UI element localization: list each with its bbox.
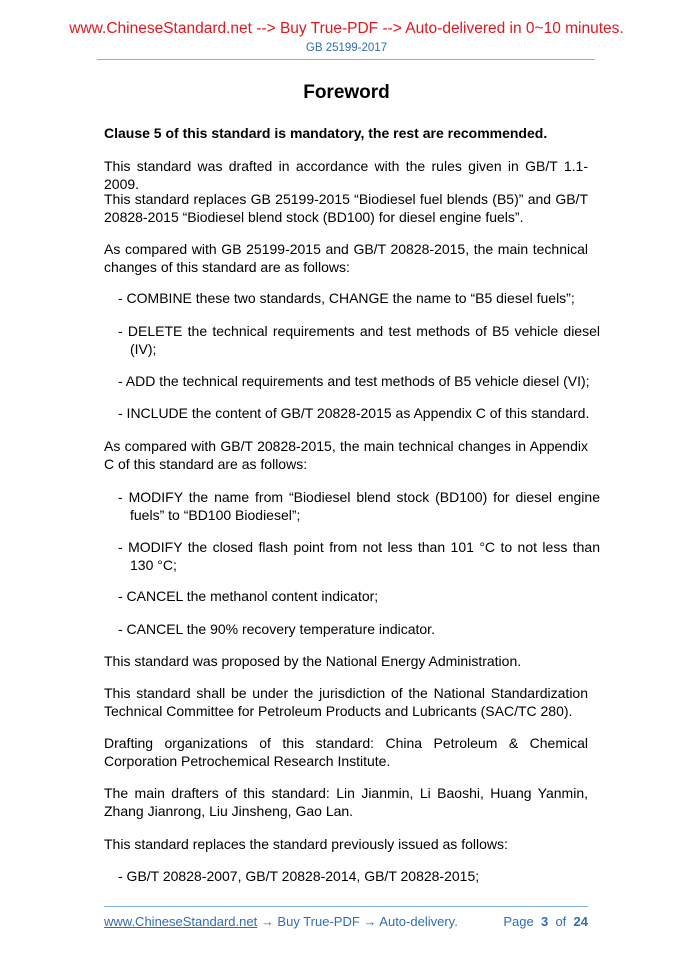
page-label: Page [503,914,534,929]
paragraph: This standard was proposed by the National Energy Administration. [104,653,522,669]
standard-number: GB 25199-2017 [305,42,388,54]
page-title: Foreword [303,82,390,103]
paragraph: This standard was drafted in accordance with the rules given in GB/T 1.1-2009. [104,158,588,192]
page-indicator [503,914,588,929]
footer-divider [104,906,588,907]
list-item: - GB/T 20828-2007, GB/T 20828-2014, GB/T 20828-2015; [118,868,480,884]
paragraph: This standard shall be under the jurisdiction of the National Standardization Technical Committee for Petroleum Products and Lubricants (SAC/TC 280). [104,685,588,719]
footer-link[interactable]: www.ChineseStandard.net [104,914,258,929]
list-item: - ADD the technical requirements and test methods of B5 vehicle diesel (VI); [118,373,590,389]
list-item: - DELETE the technical requirements and test methods of B5 vehicle diesel (IV); [118,323,600,357]
paragraph: Clause 5 of this standard is mandatory, the rest are recommended. [104,125,548,141]
list-item: - CANCEL the methanol content indicator; [118,588,379,604]
list-item: - INCLUDE the content of GB/T 20828-2015 as Appendix C of this standard. [118,405,590,421]
paragraph: Drafting organizations of this standard: China Petroleum & Chemical Corporation Petrochemical Research Institute. [104,735,588,769]
paragraph: This standard replaces the standard previously issued as follows: [104,836,508,852]
list-item: - MODIFY the closed flash point from not less than 101 °C to not less than 130 °C; [118,539,600,573]
list-item: - MODIFY the name from “Biodiesel blend stock (BD100) for diesel engine fuels” to “BD100 Biodiesel”; [118,489,600,523]
paragraph: As compared with GB 25199-2015 and GB/T 20828-2015, the main technical changes of this standard are as follows: [104,241,588,275]
footer [104,914,588,929]
footer-promo [104,914,458,929]
paragraph: The main drafters of this standard: Lin Jianmin, Li Baoshi, Huang Yanmin, Zhang Jianrong, Liu Jinsheng, Gao Lan. [104,785,588,819]
list-item: - CANCEL the 90% recovery temperature indicator. [118,621,435,637]
header-divider [97,59,595,60]
footer-promo-text: → Buy True-PDF → Auto-delivery. [257,914,458,929]
paragraph: This standard replaces GB 25199-2015 “Biodiesel fuel blends (B5)” and GB/T 20828-2015 “Biodiesel blend stock (BD100) for diesel engine fuels”. [104,191,588,225]
of-label: of [555,914,567,929]
total-pages: 24 [573,914,588,929]
list-item: - COMBINE these two standards, CHANGE the name to “B5 diesel fuels”; [118,290,575,306]
promo-banner[interactable]: www.ChineseStandard.net --> Buy True-PDF --> Auto-delivered in 0~10 minutes. [69,20,624,37]
page-number: 3 [540,914,549,929]
paragraph: As compared with GB/T 20828-2015, the main technical changes in Appendix C of this standard are as follows: [104,438,588,472]
